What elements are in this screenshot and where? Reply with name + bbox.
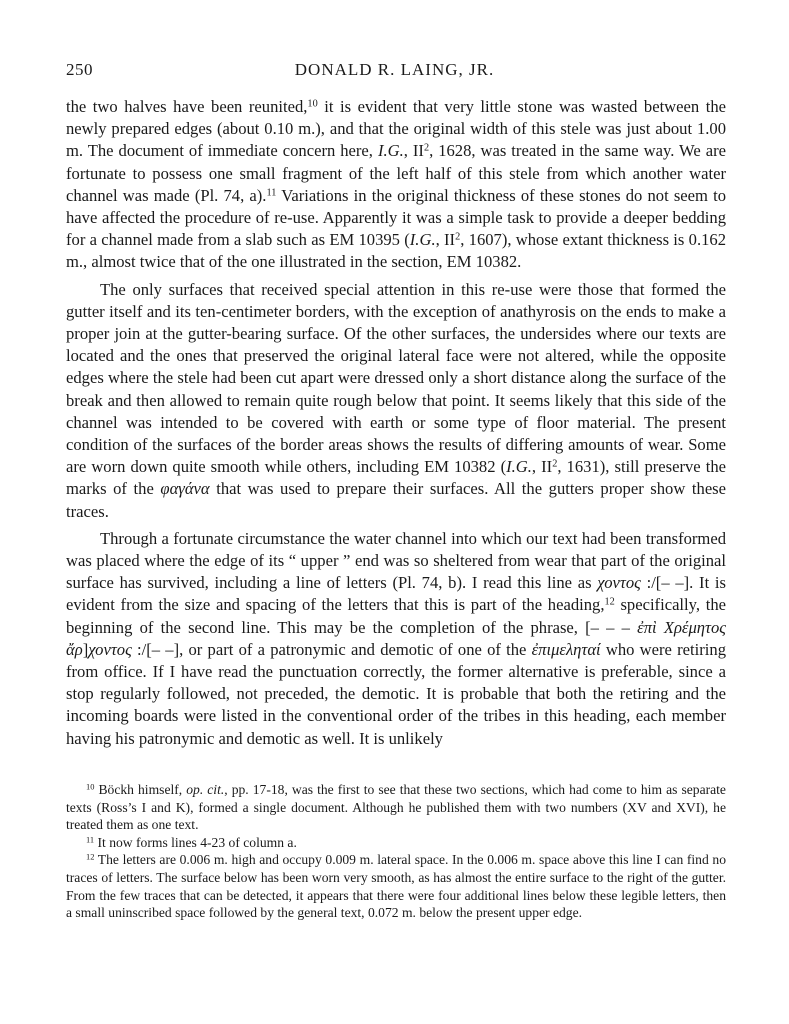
footnotes	[66, 781, 726, 922]
citation-abbrev: I.G.	[377, 141, 404, 161]
text-run: the two halves have been reunited,	[66, 97, 308, 116]
greek-word: χοντος	[597, 573, 641, 593]
text-run: , pp. 17-18, was the first to see that these two sections, which had come to him as separate texts (Ross’s I and K), formed a single document. Although he published them with two numbers (XV and XVI), he treated them as one text.	[66, 782, 726, 833]
text-run: , 1607), whose extant thickness is 0.162 m., almost twice that of the one illustrated in the section, EM 10382.	[66, 230, 726, 272]
footnote-ref-12: 12	[604, 596, 615, 608]
footnote-number: 12	[86, 851, 95, 862]
footnote-number: 11	[86, 834, 95, 845]
text-run: , II	[403, 141, 424, 161]
citation-abbrev: op. cit.	[186, 782, 225, 797]
text-run: ]	[82, 639, 89, 659]
paragraph-2	[66, 279, 726, 523]
page-number: 250	[66, 60, 93, 79]
text-run: Through a fortunate circumstance the water channel into which our text had been transformed was placed where the edge of its “ upper ” end was so sheltered from wear that part of the original surface has survived, including a line of letters (Pl. 74, b). I read this line as	[66, 528, 726, 593]
paragraph-3	[66, 528, 726, 750]
text-run: The letters are 0.006 m. high and occupy 0.009 m. lateral space. In the 0.006 m. space above this line I can find no traces of letters. The surface below has been worn very smooth, as has almost the entire surface to the right of the gutter. From the few traces that can be detected, it appears that there were four additional lines below these legible letters, then a small uninscribed space followed by the general text, 0.072 m. below the present upper edge.	[66, 852, 726, 921]
text-run: Variations in the original thickness of these stones do not seem to have affected the procedure of re-use. Apparently it was a simple task to provide a deeper bedding for a channel made from a slab such as EM 10395 (	[66, 185, 727, 250]
text-run: Böckh himself,	[94, 782, 187, 797]
text-run: , 1631), still preserve the marks of the	[66, 457, 726, 499]
paragraph-1	[66, 96, 726, 274]
superscript: 2	[455, 231, 461, 243]
footnote-number: 10	[86, 781, 95, 792]
text-run: It now forms lines 4-23 of column a.	[94, 834, 297, 850]
text-run: , II	[435, 230, 456, 250]
text-run: :/[– –]. It is evident from the size and spacing of the letters that this is part of the heading,	[66, 573, 726, 615]
greek-word: ἐπιμεληταί	[531, 639, 601, 659]
greek-phrase: ἐπὶ Χρέμητος ἄρ	[66, 617, 726, 659]
superscript: 2	[552, 458, 558, 470]
main-text	[66, 96, 726, 750]
footnote-ref-11: 11	[266, 187, 277, 199]
footnote-10	[66, 781, 726, 834]
page-header	[66, 60, 723, 84]
text-run: , 1628, was treated in the same way. We are fortunate to possess one small fragment of the left half of this stele from which another water channel was made (Pl. 74, a).	[66, 141, 726, 205]
text-run: it is evident that very little stone was wasted between the newly prepared edges (about 0.10 m.), and that the original width of this stele was just about 1.00 m. The document of immediate concern here,	[66, 97, 727, 161]
text-run: :/[– –], or part of a patronymic and demotic of one of the	[131, 639, 532, 659]
footnote-11	[66, 834, 726, 852]
text-run: , II	[531, 457, 553, 477]
text-run: that was used to prepare their surfaces. All the gutters proper show these traces.	[66, 479, 727, 521]
footnote-ref-10: 10	[307, 98, 318, 110]
text-run: specifically, the beginning of the second line. This may be the completion of the phrase, [– – –	[66, 595, 726, 637]
superscript: 2	[423, 142, 430, 154]
footnote-12	[66, 851, 726, 921]
text-run: who were retiring from office. If I have read the punctuation correctly, the former alternative is preferable, since a stop regularly followed, not preceded, the demotic. It is probable that both the retiring and the incoming boards were listed in the conventional order of the tribes in this heading, each member having his patronymic and demotic as well. It is unlikely	[66, 639, 726, 748]
text-run: The only surfaces that received special attention in this re-use were those that formed the gutter itself and its ten-centimeter borders, with the exception of anathyrosis on the ends to make a proper join at the gutter-bearing surface. Of the other surfaces, the undersides where our texts are located and the ones that preserved the original lateral face were not altered, while the opposite edges where the stele had been cut apart were dressed only a short distance along the surface of the break and then allowed to remain quite rough below that point. It seems likely that this side of the channel was intended to be covered with earth or some type of floor material. The present condition of the surfaces of the border areas shows the results of differing amounts of wear. Some are worn down quite smooth while others, including EM 10382 (	[66, 279, 726, 477]
running-head: DONALD R. LAING, JR.	[294, 60, 495, 79]
greek-word: χοντος	[88, 639, 132, 659]
greek-word: φαγάνα	[160, 479, 210, 499]
citation-abbrev: I.G.	[506, 457, 532, 477]
citation-abbrev: I.G.	[409, 230, 436, 250]
